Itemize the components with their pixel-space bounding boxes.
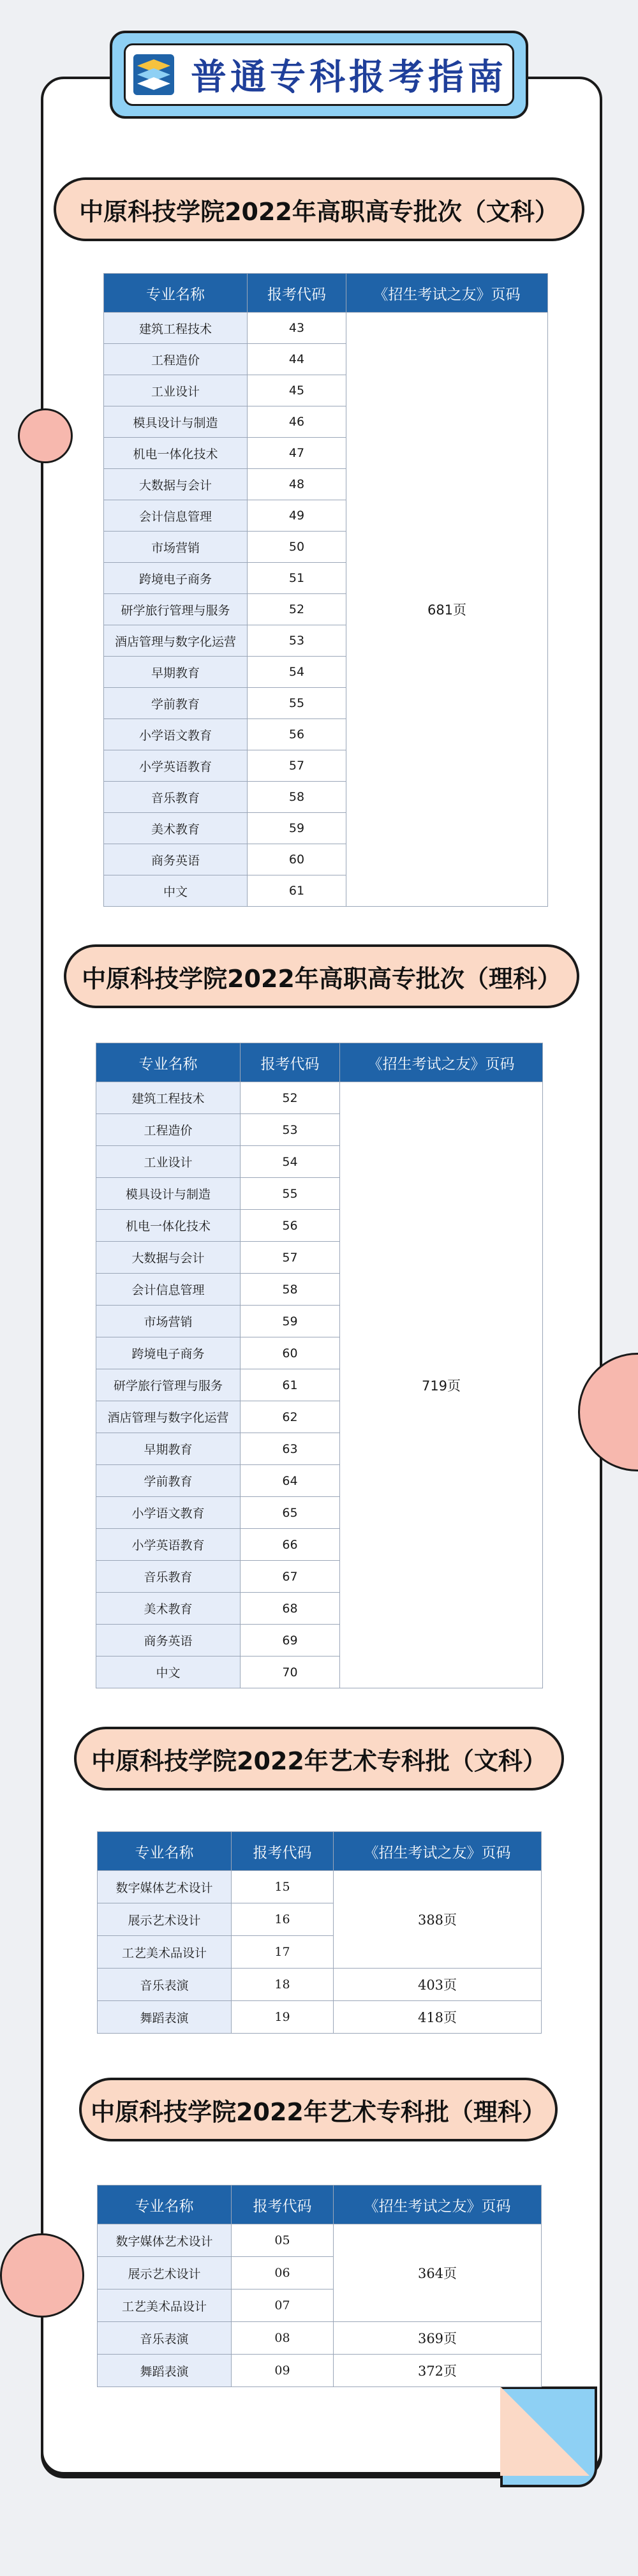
apply-code: 49 xyxy=(248,500,346,532)
major-name: 音乐表演 xyxy=(98,1969,232,2001)
apply-code: 61 xyxy=(248,875,346,907)
apply-code: 51 xyxy=(248,563,346,594)
apply-code: 59 xyxy=(248,813,346,844)
table-art-science xyxy=(97,2185,542,2387)
apply-code: 57 xyxy=(241,1242,340,1274)
table-header-row xyxy=(98,1832,542,1871)
column-header-page: 《招生考试之友》页码 xyxy=(340,1043,543,1082)
apply-code: 67 xyxy=(241,1561,340,1593)
column-header-major: 专业名称 xyxy=(98,2185,232,2224)
apply-code: 44 xyxy=(248,344,346,375)
major-name: 音乐教育 xyxy=(96,1561,241,1593)
major-name: 中文 xyxy=(104,875,248,907)
section-title-art-arts: 中原科技学院2022年艺术专科批（文科） xyxy=(74,1727,564,1791)
apply-code: 58 xyxy=(248,782,346,813)
column-header-code: 报考代码 xyxy=(232,1832,334,1871)
major-name: 模具设计与制造 xyxy=(96,1178,241,1210)
apply-code: 05 xyxy=(232,2224,334,2257)
table-row xyxy=(98,2355,542,2387)
apply-code: 58 xyxy=(241,1274,340,1306)
major-name: 小学语文教育 xyxy=(104,719,248,750)
apply-code: 62 xyxy=(241,1401,340,1433)
major-name: 建筑工程技术 xyxy=(104,313,248,344)
table-row xyxy=(98,1871,542,1903)
apply-code: 70 xyxy=(241,1657,340,1688)
apply-code: 61 xyxy=(241,1369,340,1401)
apply-code: 56 xyxy=(248,719,346,750)
column-header-major: 专业名称 xyxy=(104,274,248,313)
page-number: 719页 xyxy=(340,1082,543,1688)
apply-code: 52 xyxy=(248,594,346,625)
major-name: 研学旅行管理与服务 xyxy=(96,1369,241,1401)
table-art-arts xyxy=(97,1831,542,2034)
apply-code: 45 xyxy=(248,375,346,406)
major-name: 展示艺术设计 xyxy=(98,1903,232,1936)
major-name: 建筑工程技术 xyxy=(96,1082,241,1114)
major-name: 数字媒体艺术设计 xyxy=(98,1871,232,1903)
major-name: 工业设计 xyxy=(104,375,248,406)
major-name: 酒店管理与数字化运营 xyxy=(96,1401,241,1433)
major-name: 舞蹈表演 xyxy=(98,2001,232,2034)
major-name: 市场营销 xyxy=(96,1306,241,1337)
apply-code: 09 xyxy=(232,2355,334,2387)
major-name: 展示艺术设计 xyxy=(98,2257,232,2289)
major-name: 工程造价 xyxy=(104,344,248,375)
page-header xyxy=(110,31,528,119)
column-header-code: 报考代码 xyxy=(248,274,346,313)
page-number: 372页 xyxy=(334,2355,542,2387)
book-stack-logo-icon xyxy=(131,52,177,98)
major-name: 模具设计与制造 xyxy=(104,406,248,438)
page-header-inner xyxy=(124,43,514,106)
table-vocational-science xyxy=(96,1043,543,1688)
table-header-row xyxy=(96,1043,543,1082)
apply-code: 06 xyxy=(232,2257,334,2289)
major-name: 小学英语教育 xyxy=(96,1529,241,1561)
table-header-row xyxy=(104,274,548,313)
section-title-vocational-arts: 中原科技学院2022年高职高专批次（文科） xyxy=(54,177,584,241)
major-name: 小学语文教育 xyxy=(96,1497,241,1529)
major-name: 工程造价 xyxy=(96,1114,241,1146)
apply-code: 15 xyxy=(232,1871,334,1903)
major-name: 早期教育 xyxy=(96,1433,241,1465)
apply-code: 54 xyxy=(248,657,346,688)
major-name: 美术教育 xyxy=(96,1593,241,1625)
apply-code: 52 xyxy=(241,1082,340,1114)
major-name: 小学英语教育 xyxy=(104,750,248,782)
table-row xyxy=(98,2224,542,2257)
table-row xyxy=(104,313,548,344)
decorative-dot-left-bottom xyxy=(0,2233,84,2318)
page-number: 403页 xyxy=(334,1969,542,2001)
column-header-major: 专业名称 xyxy=(96,1043,241,1082)
apply-code: 50 xyxy=(248,532,346,563)
decorative-dot-left-top xyxy=(18,408,73,463)
major-name: 机电一体化技术 xyxy=(104,438,248,469)
major-name: 音乐教育 xyxy=(104,782,248,813)
page-number: 418页 xyxy=(334,2001,542,2034)
column-header-page: 《招生考试之友》页码 xyxy=(346,274,548,313)
major-name: 工业设计 xyxy=(96,1146,241,1178)
page-number: 681页 xyxy=(346,313,548,907)
apply-code: 66 xyxy=(241,1529,340,1561)
apply-code: 59 xyxy=(241,1306,340,1337)
apply-code: 64 xyxy=(241,1465,340,1497)
major-name: 商务英语 xyxy=(96,1625,241,1657)
major-name: 机电一体化技术 xyxy=(96,1210,241,1242)
apply-code: 18 xyxy=(232,1969,334,2001)
apply-code: 08 xyxy=(232,2322,334,2355)
major-name: 中文 xyxy=(96,1657,241,1688)
apply-code: 19 xyxy=(232,2001,334,2034)
table-row xyxy=(98,2322,542,2355)
apply-code: 68 xyxy=(241,1593,340,1625)
major-name: 工艺美术品设计 xyxy=(98,1936,232,1969)
major-name: 数字媒体艺术设计 xyxy=(98,2224,232,2257)
apply-code: 16 xyxy=(232,1903,334,1936)
apply-code: 69 xyxy=(241,1625,340,1657)
apply-code: 60 xyxy=(241,1337,340,1369)
apply-code: 63 xyxy=(241,1433,340,1465)
table-body xyxy=(98,2224,542,2387)
major-name: 学前教育 xyxy=(104,688,248,719)
table-row xyxy=(98,1969,542,2001)
apply-code: 53 xyxy=(248,625,346,657)
apply-code: 57 xyxy=(248,750,346,782)
column-header-major: 专业名称 xyxy=(98,1832,232,1871)
apply-code: 47 xyxy=(248,438,346,469)
apply-code: 55 xyxy=(241,1178,340,1210)
apply-code: 56 xyxy=(241,1210,340,1242)
major-name: 大数据与会计 xyxy=(96,1242,241,1274)
apply-code: 53 xyxy=(241,1114,340,1146)
major-name: 早期教育 xyxy=(104,657,248,688)
apply-code: 55 xyxy=(248,688,346,719)
section-title-vocational-science: 中原科技学院2022年高职高专批次（理科） xyxy=(64,944,579,1008)
table-row xyxy=(98,2001,542,2034)
section-title-art-science: 中原科技学院2022年艺术专科批（理科） xyxy=(79,2078,558,2141)
major-name: 舞蹈表演 xyxy=(98,2355,232,2387)
major-name: 美术教育 xyxy=(104,813,248,844)
table-body xyxy=(104,313,548,907)
table-header-row xyxy=(98,2185,542,2224)
apply-code: 48 xyxy=(248,469,346,500)
column-header-page: 《招生考试之友》页码 xyxy=(334,1832,542,1871)
table-row xyxy=(96,1082,543,1114)
apply-code: 17 xyxy=(232,1936,334,1969)
major-name: 商务英语 xyxy=(104,844,248,875)
page-number: 369页 xyxy=(334,2322,542,2355)
major-name: 音乐表演 xyxy=(98,2322,232,2355)
folded-corner-flap xyxy=(500,2386,590,2476)
major-name: 大数据与会计 xyxy=(104,469,248,500)
apply-code: 54 xyxy=(241,1146,340,1178)
column-header-page: 《招生考试之友》页码 xyxy=(334,2185,542,2224)
major-name: 酒店管理与数字化运营 xyxy=(104,625,248,657)
table-body xyxy=(96,1082,543,1688)
page-title: 普通专科报考指南 xyxy=(191,57,507,98)
apply-code: 60 xyxy=(248,844,346,875)
major-name: 跨境电子商务 xyxy=(96,1337,241,1369)
major-name: 市场营销 xyxy=(104,532,248,563)
major-name: 跨境电子商务 xyxy=(104,563,248,594)
column-header-code: 报考代码 xyxy=(241,1043,340,1082)
major-name: 学前教育 xyxy=(96,1465,241,1497)
page-number: 388页 xyxy=(334,1871,542,1969)
apply-code: 65 xyxy=(241,1497,340,1529)
major-name: 研学旅行管理与服务 xyxy=(104,594,248,625)
page-number: 364页 xyxy=(334,2224,542,2322)
table-vocational-arts xyxy=(103,273,548,907)
apply-code: 46 xyxy=(248,406,346,438)
major-name: 会计信息管理 xyxy=(96,1274,241,1306)
table-body xyxy=(98,1871,542,2034)
column-header-code: 报考代码 xyxy=(232,2185,334,2224)
apply-code: 07 xyxy=(232,2289,334,2322)
apply-code: 43 xyxy=(248,313,346,344)
major-name: 工艺美术品设计 xyxy=(98,2289,232,2322)
major-name: 会计信息管理 xyxy=(104,500,248,532)
